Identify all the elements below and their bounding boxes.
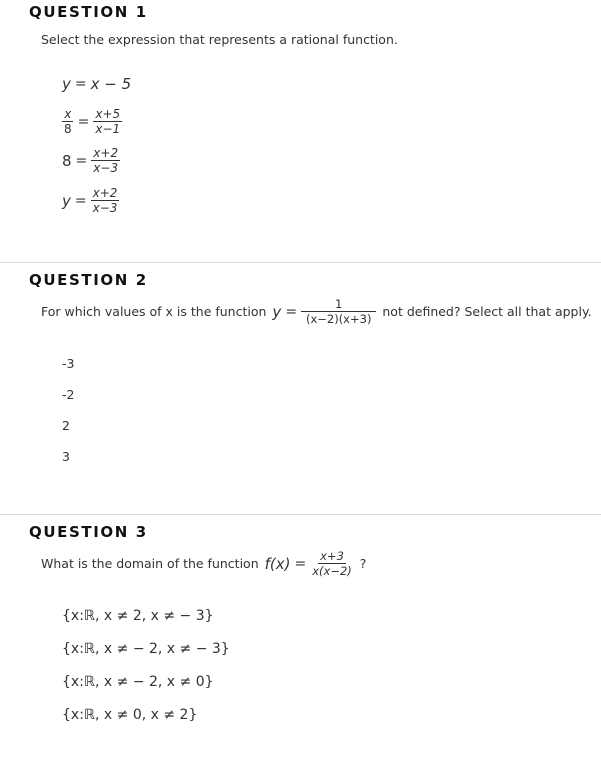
equals-sign: =	[74, 192, 87, 209]
q3-option-2[interactable]: {x:ℝ, x ≠ − 2, x ≠ − 3}	[62, 641, 230, 657]
equals-sign: =	[294, 555, 307, 572]
q3-option-4[interactable]: {x:ℝ, x ≠ 0, x ≠ 2}	[62, 707, 198, 723]
fraction-denominator: x−3	[93, 161, 119, 175]
q2-option-4[interactable]: 3	[62, 449, 70, 464]
fraction-denominator: x−1	[95, 122, 121, 136]
question-3-title: QUESTION 3	[29, 523, 148, 541]
q1-option-3[interactable]	[62, 147, 120, 174]
question-2-prompt-before: For which values of x is the function	[41, 304, 267, 319]
divider	[0, 514, 601, 515]
q3-function-fraction	[310, 550, 354, 577]
question-1-title: QUESTION 1	[29, 3, 148, 21]
fraction-denominator: (x−2)(x+3)	[305, 312, 372, 326]
question-2-title: QUESTION 2	[29, 271, 148, 289]
q3-option-3[interactable]: {x:ℝ, x ≠ − 2, x ≠ 0}	[62, 674, 214, 690]
fraction-numerator: x+2	[93, 146, 119, 160]
q3-option-1[interactable]: {x:ℝ, x ≠ 2, x ≠ − 3}	[62, 608, 214, 624]
q2-function-lhs: y	[272, 302, 282, 321]
q1-option-1-lhs: y	[62, 75, 71, 93]
q1-option-4-rhs-fraction	[91, 187, 120, 214]
question-1-prompt: Select the expression that represents a rational function.	[41, 32, 398, 47]
fraction-numerator: x	[64, 107, 72, 121]
divider	[0, 262, 601, 263]
equals-sign: =	[77, 113, 90, 130]
fraction-numerator: x+2	[92, 186, 118, 200]
q1-option-3-rhs-fraction	[91, 147, 120, 174]
equals-sign: =	[285, 303, 298, 320]
fraction-numerator: x+3	[320, 549, 344, 563]
question-3-prompt-before: What is the domain of the function	[41, 556, 259, 571]
question-2-prompt-after: not defined? Select all that apply.	[382, 304, 592, 319]
fraction-numerator: x+5	[95, 107, 121, 121]
fraction-numerator: 1	[301, 298, 376, 312]
question-3-prompt	[41, 550, 366, 577]
q2-option-3[interactable]: 2	[62, 418, 70, 433]
q1-option-2-rhs-fraction	[93, 108, 122, 135]
q2-option-1[interactable]: -3	[62, 356, 75, 371]
q1-option-4-lhs: y	[62, 191, 71, 210]
fraction-denominator: 8	[64, 122, 72, 136]
q1-option-3-lhs: 8	[62, 151, 72, 170]
equals-sign: =	[74, 76, 87, 92]
question-2-prompt	[41, 298, 592, 325]
q1-option-2-lhs-fraction	[62, 108, 74, 135]
q1-option-4[interactable]	[62, 187, 119, 214]
q1-option-2[interactable]	[62, 108, 122, 135]
q2-function-fraction	[301, 298, 376, 325]
fraction-denominator: x−3	[92, 201, 118, 215]
equals-sign: =	[75, 152, 88, 169]
question-3-prompt-after: ?	[359, 556, 367, 571]
q1-option-1-rhs: x − 5	[90, 75, 132, 93]
q3-function-lhs: f(x)	[264, 554, 291, 573]
fraction-denominator: x(x−2)	[312, 564, 352, 578]
q2-option-2[interactable]: -2	[62, 387, 75, 402]
q1-option-1[interactable]	[62, 75, 131, 93]
